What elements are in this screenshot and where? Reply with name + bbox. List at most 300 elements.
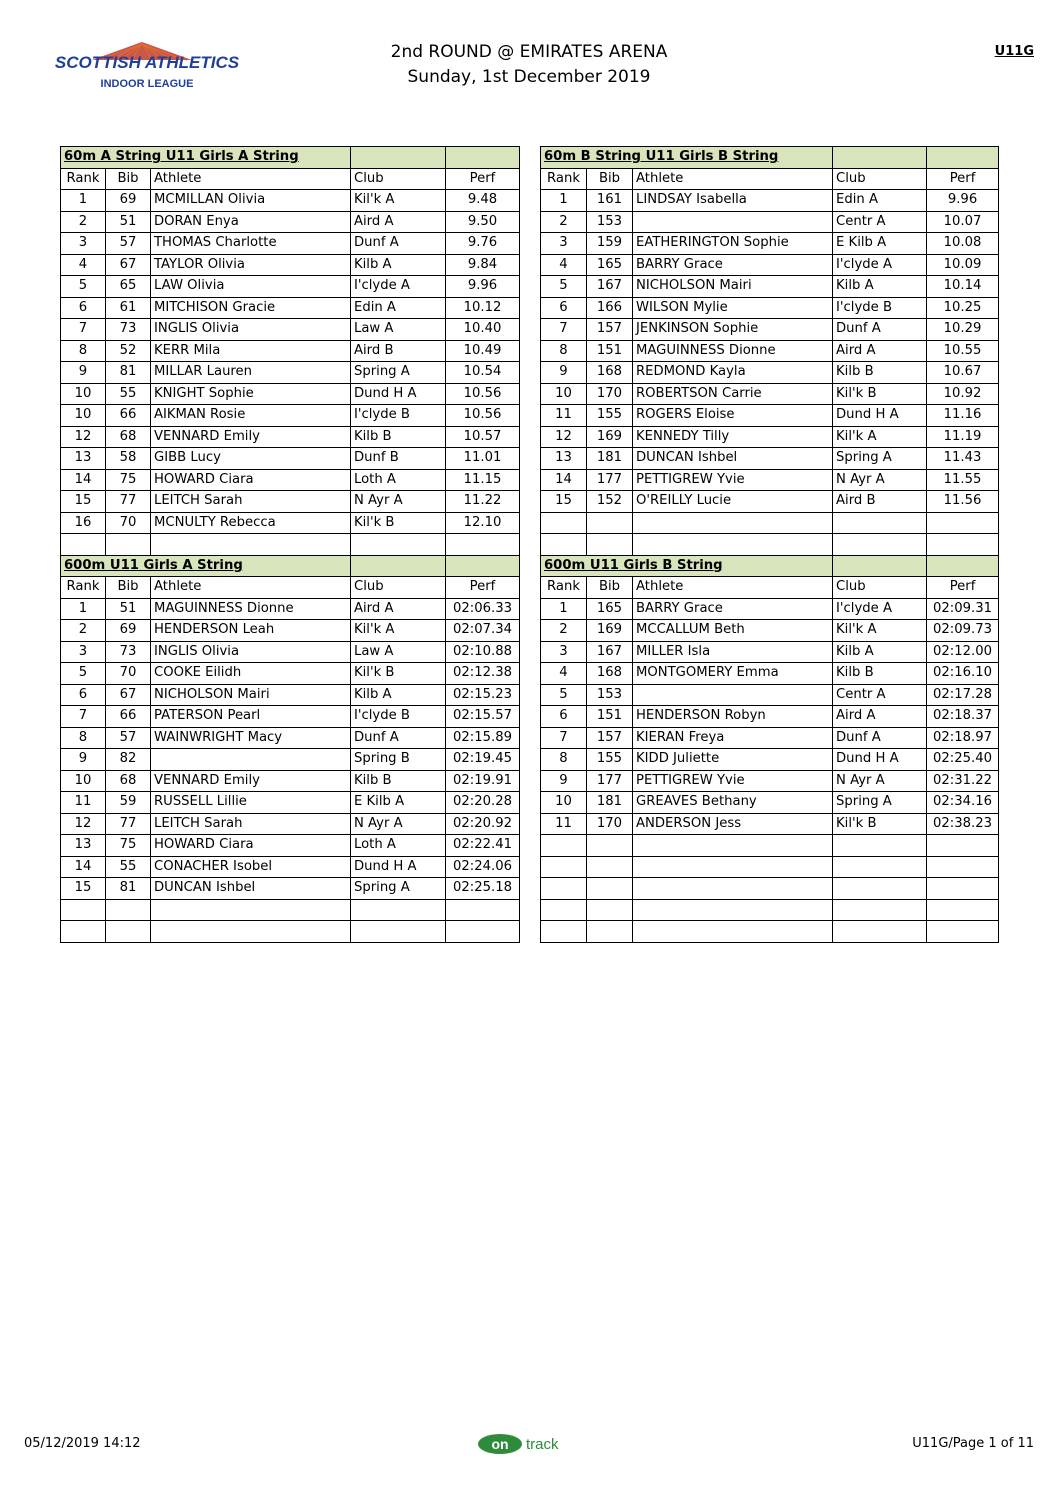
perf-cell: 10.12 bbox=[446, 297, 520, 319]
perf-cell: 10.57 bbox=[446, 426, 520, 448]
rank-cell: 5 bbox=[541, 684, 587, 706]
table-row bbox=[61, 921, 520, 943]
club-cell: Kil'k A bbox=[351, 620, 446, 642]
rank-cell: 13 bbox=[61, 448, 106, 470]
table-row bbox=[541, 254, 999, 276]
club-cell: Edin A bbox=[351, 297, 446, 319]
club-cell bbox=[833, 921, 927, 943]
club-cell: Law A bbox=[351, 641, 446, 663]
perf-cell: 02:31.22 bbox=[927, 770, 999, 792]
rank-cell bbox=[61, 899, 106, 921]
perf-cell: 10.92 bbox=[927, 383, 999, 405]
rank-cell: 3 bbox=[541, 641, 587, 663]
perf-cell: 10.40 bbox=[446, 319, 520, 341]
perf-cell: 02:19.45 bbox=[446, 749, 520, 771]
header-perf: Perf bbox=[446, 577, 520, 599]
table-row bbox=[61, 319, 520, 341]
perf-cell: 02:34.16 bbox=[927, 792, 999, 814]
athlete-cell: KERR Mila bbox=[151, 340, 351, 362]
bib-cell: 67 bbox=[106, 684, 151, 706]
athlete-cell: INGLIS Olivia bbox=[151, 641, 351, 663]
table-row bbox=[541, 878, 999, 900]
club-cell bbox=[833, 512, 927, 534]
rank-cell: 2 bbox=[61, 620, 106, 642]
club-cell: I'clyde A bbox=[833, 598, 927, 620]
rank-cell: 1 bbox=[541, 190, 587, 212]
perf-cell: 11.56 bbox=[927, 491, 999, 513]
rank-cell: 8 bbox=[61, 340, 106, 362]
rank-cell bbox=[541, 921, 587, 943]
title-blank-cell bbox=[927, 147, 999, 169]
bib-cell: 70 bbox=[106, 512, 151, 534]
table-row bbox=[541, 663, 999, 685]
rank-cell: 12 bbox=[61, 813, 106, 835]
rank-cell: 10 bbox=[61, 405, 106, 427]
club-cell: Kil'k A bbox=[351, 190, 446, 212]
rank-cell: 4 bbox=[541, 254, 587, 276]
rank-cell: 11 bbox=[541, 405, 587, 427]
bib-cell: 155 bbox=[587, 749, 633, 771]
athlete-cell: LINDSAY Isabella bbox=[633, 190, 833, 212]
rank-cell: 9 bbox=[61, 362, 106, 384]
club-cell bbox=[833, 856, 927, 878]
bib-cell: 167 bbox=[587, 641, 633, 663]
header-club: Club bbox=[833, 577, 927, 599]
bib-cell bbox=[587, 856, 633, 878]
rank-cell: 6 bbox=[541, 706, 587, 728]
perf-cell: 02:24.06 bbox=[446, 856, 520, 878]
athlete-cell: COOKE Eilidh bbox=[151, 663, 351, 685]
table-row bbox=[61, 512, 520, 534]
rank-cell: 16 bbox=[61, 512, 106, 534]
rank-cell: 1 bbox=[61, 598, 106, 620]
table-row bbox=[541, 319, 999, 341]
bib-cell: 59 bbox=[106, 792, 151, 814]
athlete-cell: PETTIGREW Yvie bbox=[633, 770, 833, 792]
table-row bbox=[541, 190, 999, 212]
athlete-cell bbox=[151, 534, 351, 556]
bib-cell: 69 bbox=[106, 190, 151, 212]
rank-cell: 13 bbox=[61, 835, 106, 857]
rank-cell: 10 bbox=[541, 383, 587, 405]
perf-cell: 02:38.23 bbox=[927, 813, 999, 835]
header-bib: Bib bbox=[106, 168, 151, 190]
header-athlete: Athlete bbox=[633, 577, 833, 599]
title-blank-cell bbox=[351, 555, 446, 577]
club-cell: Kil'k B bbox=[833, 813, 927, 835]
rank-cell: 9 bbox=[541, 770, 587, 792]
rank-cell bbox=[541, 856, 587, 878]
logo-line1: SCOTTISH ATHLETICS bbox=[54, 53, 240, 72]
perf-cell: 11.22 bbox=[446, 491, 520, 513]
club-cell: Aird A bbox=[833, 340, 927, 362]
rank-cell: 11 bbox=[61, 792, 106, 814]
header-club: Club bbox=[833, 168, 927, 190]
perf-cell bbox=[927, 856, 999, 878]
club-cell: N Ayr A bbox=[351, 813, 446, 835]
perf-cell: 9.96 bbox=[927, 190, 999, 212]
bib-cell: 75 bbox=[106, 469, 151, 491]
table-row bbox=[61, 297, 520, 319]
club-cell: N Ayr A bbox=[351, 491, 446, 513]
rank-cell: 6 bbox=[61, 297, 106, 319]
table-row bbox=[61, 749, 520, 771]
table-row bbox=[61, 899, 520, 921]
header-bib: Bib bbox=[587, 577, 633, 599]
header-athlete: Athlete bbox=[151, 168, 351, 190]
ontrack-logo bbox=[476, 1430, 586, 1456]
header-perf: Perf bbox=[927, 168, 999, 190]
club-cell bbox=[351, 899, 446, 921]
bib-cell: 151 bbox=[587, 340, 633, 362]
bib-cell: 170 bbox=[587, 383, 633, 405]
athlete-cell: PETTIGREW Yvie bbox=[633, 469, 833, 491]
footer-datetime: 05/12/2019 14:12 bbox=[24, 1436, 141, 1451]
bib-cell bbox=[587, 835, 633, 857]
perf-cell: 10.25 bbox=[927, 297, 999, 319]
bib-cell: 69 bbox=[106, 620, 151, 642]
header-club: Club bbox=[351, 168, 446, 190]
athlete-cell: GREAVES Bethany bbox=[633, 792, 833, 814]
rank-cell bbox=[541, 878, 587, 900]
table-row bbox=[61, 448, 520, 470]
table-row bbox=[541, 405, 999, 427]
rank-cell: 6 bbox=[541, 297, 587, 319]
athlete-cell: KNIGHT Sophie bbox=[151, 383, 351, 405]
rank-cell: 15 bbox=[61, 491, 106, 513]
bib-cell: 65 bbox=[106, 276, 151, 298]
perf-cell bbox=[927, 921, 999, 943]
perf-cell: 02:12.38 bbox=[446, 663, 520, 685]
rank-cell: 8 bbox=[61, 727, 106, 749]
table-row bbox=[61, 276, 520, 298]
bib-cell: 75 bbox=[106, 835, 151, 857]
club-cell: Aird A bbox=[351, 211, 446, 233]
athlete-cell: PATERSON Pearl bbox=[151, 706, 351, 728]
table-row bbox=[61, 598, 520, 620]
bib-cell: 165 bbox=[587, 598, 633, 620]
table-row bbox=[541, 706, 999, 728]
rank-cell bbox=[541, 835, 587, 857]
rank-cell: 3 bbox=[61, 641, 106, 663]
table-row bbox=[541, 362, 999, 384]
table-row bbox=[61, 792, 520, 814]
header-athlete: Athlete bbox=[151, 577, 351, 599]
perf-cell: 02:25.40 bbox=[927, 749, 999, 771]
perf-cell: 02:06.33 bbox=[446, 598, 520, 620]
club-cell bbox=[351, 534, 446, 556]
table-row bbox=[541, 856, 999, 878]
bib-cell: 159 bbox=[587, 233, 633, 255]
age-group-code: U11G bbox=[994, 44, 1034, 59]
table-row bbox=[61, 620, 520, 642]
rank-cell: 9 bbox=[61, 749, 106, 771]
athlete-cell: NICHOLSON Mairi bbox=[633, 276, 833, 298]
club-cell bbox=[833, 878, 927, 900]
table-row bbox=[61, 706, 520, 728]
athlete-cell: MCNULTY Rebecca bbox=[151, 512, 351, 534]
table-row bbox=[61, 469, 520, 491]
rank-cell: 13 bbox=[541, 448, 587, 470]
club-cell: I'clyde B bbox=[351, 706, 446, 728]
club-cell bbox=[351, 921, 446, 943]
athlete-cell: HOWARD Ciara bbox=[151, 469, 351, 491]
logo-line2: INDOOR LEAGUE bbox=[100, 78, 194, 90]
results-table-a-string bbox=[60, 146, 520, 943]
bib-cell: 58 bbox=[106, 448, 151, 470]
bib-cell: 70 bbox=[106, 663, 151, 685]
title-blank-cell bbox=[446, 555, 520, 577]
club-cell: I'clyde A bbox=[833, 254, 927, 276]
page-title: 2nd ROUND @ EMIRATES ARENA bbox=[390, 42, 668, 62]
table-row bbox=[541, 835, 999, 857]
perf-cell: 02:09.31 bbox=[927, 598, 999, 620]
rank-cell: 7 bbox=[541, 319, 587, 341]
club-cell: Kil'k B bbox=[351, 512, 446, 534]
club-cell: E Kilb A bbox=[351, 792, 446, 814]
rank-cell: 4 bbox=[541, 663, 587, 685]
athlete-cell: ANDERSON Jess bbox=[633, 813, 833, 835]
club-cell: Spring A bbox=[351, 362, 446, 384]
bib-cell bbox=[587, 921, 633, 943]
bib-cell: 168 bbox=[587, 663, 633, 685]
athlete-cell bbox=[633, 921, 833, 943]
bib-cell: 61 bbox=[106, 297, 151, 319]
athlete-cell: INGLIS Olivia bbox=[151, 319, 351, 341]
perf-cell: 10.54 bbox=[446, 362, 520, 384]
column-header-row bbox=[61, 577, 520, 599]
perf-cell: 10.56 bbox=[446, 405, 520, 427]
column-header-row bbox=[541, 577, 999, 599]
table-row bbox=[541, 340, 999, 362]
perf-cell: 9.84 bbox=[446, 254, 520, 276]
column-header-row bbox=[541, 168, 999, 190]
perf-cell: 10.55 bbox=[927, 340, 999, 362]
rank-cell: 2 bbox=[541, 211, 587, 233]
table-row bbox=[541, 727, 999, 749]
bib-cell: 157 bbox=[587, 727, 633, 749]
event-title: 600m U11 Girls A String bbox=[61, 555, 351, 577]
results-table-b-string bbox=[540, 146, 999, 943]
athlete-cell: O'REILLY Lucie bbox=[633, 491, 833, 513]
athlete-cell: CONACHER Isobel bbox=[151, 856, 351, 878]
club-cell: Dund H A bbox=[833, 749, 927, 771]
header-perf: Perf bbox=[927, 577, 999, 599]
perf-cell: 11.55 bbox=[927, 469, 999, 491]
perf-cell bbox=[446, 534, 520, 556]
club-cell: Kilb B bbox=[351, 770, 446, 792]
athlete-cell: BARRY Grace bbox=[633, 254, 833, 276]
athlete-cell bbox=[151, 899, 351, 921]
athlete-cell: AIKMAN Rosie bbox=[151, 405, 351, 427]
header-rank: Rank bbox=[541, 168, 587, 190]
perf-cell: 10.67 bbox=[927, 362, 999, 384]
perf-cell: 02:20.92 bbox=[446, 813, 520, 835]
bib-cell bbox=[587, 534, 633, 556]
perf-cell: 11.16 bbox=[927, 405, 999, 427]
table-row bbox=[61, 383, 520, 405]
club-cell: N Ayr A bbox=[833, 469, 927, 491]
bib-cell bbox=[106, 899, 151, 921]
club-cell: Aird A bbox=[833, 706, 927, 728]
bib-cell: 73 bbox=[106, 641, 151, 663]
athlete-cell: KENNEDY Tilly bbox=[633, 426, 833, 448]
perf-cell: 9.76 bbox=[446, 233, 520, 255]
table-row bbox=[61, 254, 520, 276]
rank-cell: 15 bbox=[541, 491, 587, 513]
club-cell: Dunf A bbox=[351, 727, 446, 749]
athlete-cell bbox=[151, 749, 351, 771]
club-cell: Kilb B bbox=[351, 426, 446, 448]
perf-cell bbox=[927, 878, 999, 900]
perf-cell: 11.15 bbox=[446, 469, 520, 491]
club-cell: Spring A bbox=[351, 878, 446, 900]
athlete-cell bbox=[633, 534, 833, 556]
perf-cell: 02:15.57 bbox=[446, 706, 520, 728]
athlete-cell: HOWARD Ciara bbox=[151, 835, 351, 857]
title-blank-cell bbox=[351, 147, 446, 169]
rank-cell: 8 bbox=[541, 340, 587, 362]
bib-cell: 167 bbox=[587, 276, 633, 298]
club-cell: Aird A bbox=[351, 598, 446, 620]
rank-cell: 10 bbox=[61, 770, 106, 792]
rank-cell bbox=[61, 534, 106, 556]
bib-cell: 57 bbox=[106, 233, 151, 255]
bib-cell: 52 bbox=[106, 340, 151, 362]
table-row bbox=[61, 405, 520, 427]
athlete-cell: LEITCH Sarah bbox=[151, 491, 351, 513]
perf-cell: 12.10 bbox=[446, 512, 520, 534]
bib-cell bbox=[587, 878, 633, 900]
perf-cell: 9.96 bbox=[446, 276, 520, 298]
bib-cell: 55 bbox=[106, 856, 151, 878]
event-title-row bbox=[61, 555, 520, 577]
table-row bbox=[61, 340, 520, 362]
perf-cell bbox=[446, 899, 520, 921]
perf-cell: 02:22.41 bbox=[446, 835, 520, 857]
bib-cell: 153 bbox=[587, 684, 633, 706]
bib-cell bbox=[587, 899, 633, 921]
header-bib: Bib bbox=[106, 577, 151, 599]
athlete-cell bbox=[633, 878, 833, 900]
athlete-cell bbox=[633, 211, 833, 233]
perf-cell: 10.29 bbox=[927, 319, 999, 341]
table-row bbox=[541, 770, 999, 792]
table-row bbox=[61, 491, 520, 513]
table-row bbox=[61, 426, 520, 448]
club-cell: Kilb B bbox=[833, 362, 927, 384]
table-row bbox=[61, 211, 520, 233]
club-cell: I'clyde A bbox=[351, 276, 446, 298]
table-row bbox=[541, 233, 999, 255]
rank-cell: 7 bbox=[61, 706, 106, 728]
perf-cell: 02:18.37 bbox=[927, 706, 999, 728]
athlete-cell bbox=[633, 856, 833, 878]
rank-cell bbox=[541, 534, 587, 556]
table-row bbox=[541, 491, 999, 513]
table-row bbox=[61, 727, 520, 749]
rank-cell: 9 bbox=[541, 362, 587, 384]
club-cell: N Ayr A bbox=[833, 770, 927, 792]
perf-cell bbox=[927, 534, 999, 556]
club-cell: Aird B bbox=[833, 491, 927, 513]
club-cell: E Kilb A bbox=[833, 233, 927, 255]
athlete-cell: MAGUINNESS Dionne bbox=[633, 340, 833, 362]
club-cell: Dunf A bbox=[351, 233, 446, 255]
event-title-row bbox=[541, 555, 999, 577]
club-cell: Kilb A bbox=[833, 641, 927, 663]
athlete-cell bbox=[633, 899, 833, 921]
athlete-cell bbox=[151, 921, 351, 943]
athlete-cell bbox=[633, 684, 833, 706]
bib-cell: 169 bbox=[587, 426, 633, 448]
column-header-row bbox=[61, 168, 520, 190]
perf-cell: 02:17.28 bbox=[927, 684, 999, 706]
bib-cell: 66 bbox=[106, 405, 151, 427]
athlete-cell: DUNCAN Ishbel bbox=[633, 448, 833, 470]
rank-cell: 15 bbox=[61, 878, 106, 900]
club-cell: Kil'k B bbox=[351, 663, 446, 685]
table-row bbox=[541, 598, 999, 620]
table-row bbox=[61, 362, 520, 384]
perf-cell: 02:12.00 bbox=[927, 641, 999, 663]
bib-cell: 168 bbox=[587, 362, 633, 384]
table-row bbox=[61, 663, 520, 685]
club-cell: Kil'k A bbox=[833, 620, 927, 642]
rank-cell: 7 bbox=[61, 319, 106, 341]
table-row bbox=[541, 276, 999, 298]
table-row bbox=[61, 770, 520, 792]
athlete-cell: MAGUINNESS Dionne bbox=[151, 598, 351, 620]
bib-cell bbox=[587, 512, 633, 534]
table-row bbox=[541, 749, 999, 771]
club-cell: Centr A bbox=[833, 684, 927, 706]
event-title: 60m A String U11 Girls A String bbox=[61, 147, 351, 169]
rank-cell bbox=[61, 921, 106, 943]
rank-cell: 5 bbox=[61, 663, 106, 685]
perf-cell: 10.14 bbox=[927, 276, 999, 298]
club-cell: Law A bbox=[351, 319, 446, 341]
athlete-cell: DORAN Enya bbox=[151, 211, 351, 233]
athlete-cell: HENDERSON Robyn bbox=[633, 706, 833, 728]
bib-cell: 68 bbox=[106, 426, 151, 448]
athlete-cell: ROBERTSON Carrie bbox=[633, 383, 833, 405]
table-row bbox=[541, 620, 999, 642]
header-perf: Perf bbox=[446, 168, 520, 190]
table-row bbox=[541, 448, 999, 470]
rank-cell: 4 bbox=[61, 254, 106, 276]
bib-cell: 170 bbox=[587, 813, 633, 835]
perf-cell: 11.43 bbox=[927, 448, 999, 470]
bib-cell bbox=[106, 921, 151, 943]
athlete-cell: MONTGOMERY Emma bbox=[633, 663, 833, 685]
club-cell: I'clyde B bbox=[833, 297, 927, 319]
rank-cell: 2 bbox=[61, 211, 106, 233]
club-cell: Dund H A bbox=[351, 856, 446, 878]
bib-cell: 73 bbox=[106, 319, 151, 341]
club-cell: Kilb B bbox=[833, 663, 927, 685]
club-cell: Dund H A bbox=[351, 383, 446, 405]
rank-cell: 14 bbox=[61, 469, 106, 491]
bib-cell: 51 bbox=[106, 598, 151, 620]
perf-cell: 9.48 bbox=[446, 190, 520, 212]
perf-cell: 10.08 bbox=[927, 233, 999, 255]
rank-cell: 6 bbox=[61, 684, 106, 706]
table-row bbox=[541, 534, 999, 556]
bib-cell: 57 bbox=[106, 727, 151, 749]
perf-cell: 02:09.73 bbox=[927, 620, 999, 642]
table-row bbox=[541, 792, 999, 814]
